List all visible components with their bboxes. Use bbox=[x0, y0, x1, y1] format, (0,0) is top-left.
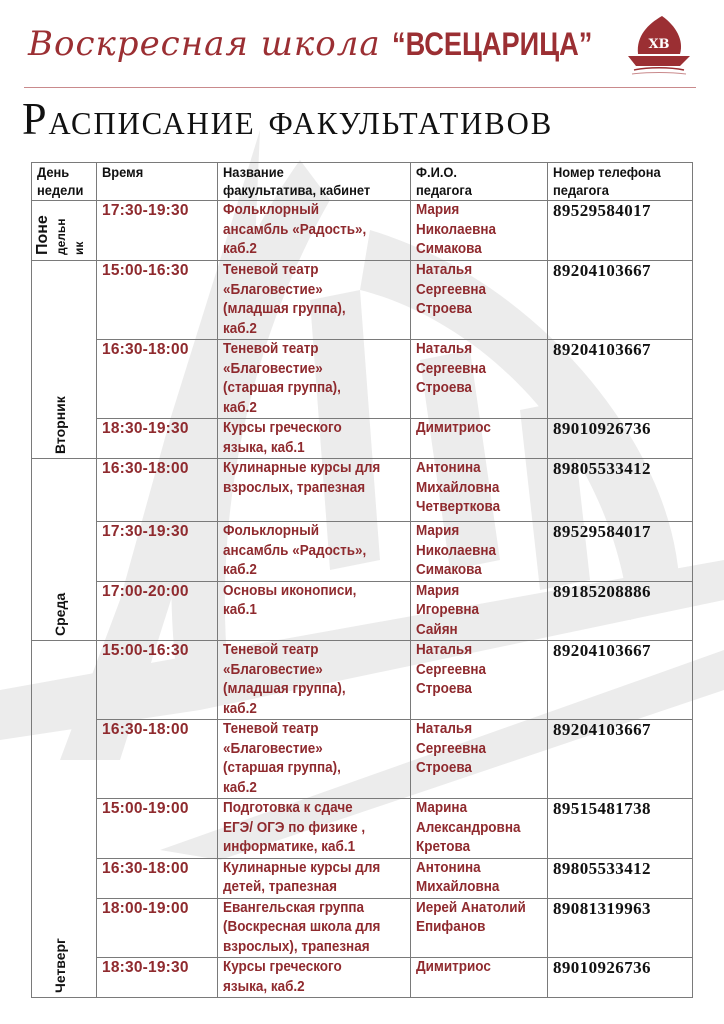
column-header-phone bbox=[548, 163, 693, 201]
course-cell-text: Теневой театр «Благовестие» (младшая группа), каб.2 bbox=[223, 642, 346, 717]
teacher-cell-text: Антонина Михайловна Четверткова bbox=[416, 460, 501, 515]
day-cell bbox=[32, 459, 97, 641]
teacher-cell-text: Антонина Михайловна bbox=[416, 859, 500, 895]
time-cell bbox=[97, 720, 218, 799]
phone-cell bbox=[548, 799, 693, 859]
course-cell-text: Основы иконописи, каб.1 bbox=[223, 582, 357, 618]
time-cell-text: 16:30-18:00 bbox=[102, 341, 189, 358]
phone-cell bbox=[548, 641, 693, 720]
teacher-cell bbox=[411, 720, 548, 799]
column-header-course-line2: факультатива, кабинет bbox=[223, 182, 371, 198]
course-cell bbox=[218, 641, 411, 720]
course-cell-text: Курсы греческого языка, каб.2 bbox=[223, 959, 342, 995]
teacher-cell bbox=[411, 522, 548, 582]
teacher-cell bbox=[411, 799, 548, 859]
time-cell bbox=[97, 581, 218, 641]
teacher-cell-text: Марина Александровна Кретова bbox=[416, 800, 521, 855]
course-cell bbox=[218, 799, 411, 859]
phone-cell bbox=[548, 958, 693, 998]
table-row bbox=[32, 459, 693, 522]
day-label-part: Поне bbox=[34, 215, 51, 255]
schedule-table bbox=[31, 162, 693, 998]
time-cell-text: 15:00-19:00 bbox=[102, 800, 189, 817]
teacher-cell-text: Мария Игоревна Сайян bbox=[416, 582, 480, 638]
column-header-phone-line2: педагога bbox=[553, 182, 609, 198]
time-cell bbox=[97, 201, 218, 261]
phone-cell-text: 89010926736 bbox=[553, 419, 651, 438]
time-cell bbox=[97, 419, 218, 459]
phone-cell-text: 89529584017 bbox=[553, 201, 651, 220]
teacher-cell-text: Димитриос bbox=[416, 959, 491, 975]
teacher-cell bbox=[411, 340, 548, 419]
table-row bbox=[32, 522, 693, 582]
phone-cell-text: 89805533412 bbox=[553, 858, 651, 878]
phone-cell-text: 89204103667 bbox=[553, 720, 651, 739]
phone-cell-text: 89081319963 bbox=[553, 898, 651, 918]
table-row bbox=[32, 641, 693, 720]
phone-cell-text: 89010926736 bbox=[553, 958, 651, 977]
course-cell-text: Теневой театр «Благовестие» (старшая группа), каб.2 bbox=[223, 341, 341, 416]
time-cell-text: 17:00-20:00 bbox=[102, 582, 189, 600]
table-row bbox=[32, 720, 693, 799]
phone-cell-text: 89185208886 bbox=[553, 581, 651, 601]
course-cell bbox=[218, 858, 411, 898]
table-row bbox=[32, 340, 693, 419]
phone-cell bbox=[548, 261, 693, 340]
column-header-time bbox=[97, 163, 218, 201]
column-header-teacher bbox=[411, 163, 548, 201]
table-row bbox=[32, 581, 693, 641]
teacher-cell bbox=[411, 419, 548, 459]
phone-cell bbox=[548, 340, 693, 419]
teacher-cell bbox=[411, 958, 548, 998]
phone-cell-text: 89204103667 bbox=[553, 340, 651, 359]
column-header-day bbox=[32, 163, 97, 201]
column-header-phone-line1: Номер телефона bbox=[553, 164, 661, 180]
table-row bbox=[32, 799, 693, 859]
course-cell-text: Кулинарные курсы для взрослых, трапезная bbox=[223, 460, 381, 496]
time-cell bbox=[97, 858, 218, 898]
table-row bbox=[32, 201, 693, 261]
column-header-day-line2: недели bbox=[37, 182, 84, 198]
course-cell bbox=[218, 419, 411, 459]
phone-cell bbox=[548, 459, 693, 522]
teacher-cell bbox=[411, 261, 548, 340]
teacher-cell bbox=[411, 459, 548, 522]
teacher-cell bbox=[411, 898, 548, 958]
time-cell bbox=[97, 799, 218, 859]
time-cell-text: 16:30-18:00 bbox=[102, 460, 189, 477]
day-label: Среда bbox=[52, 592, 68, 636]
course-cell-text: Подготовка к сдаче ЕГЭ/ ОГЭ по физике , информатике, каб.1 bbox=[223, 800, 366, 855]
table-row bbox=[32, 898, 693, 958]
course-cell-text: Теневой театр «Благовестие» (младшая группа), каб.2 bbox=[223, 262, 346, 337]
teacher-cell-text: Мария Николаевна Симакова bbox=[416, 523, 497, 578]
column-header-teacher-line1: Ф.И.О. bbox=[416, 164, 458, 180]
time-cell-text: 16:30-18:00 bbox=[102, 859, 189, 877]
day-label: Четверг bbox=[52, 938, 68, 993]
column-header-teacher-line2: педагога bbox=[416, 182, 472, 198]
course-cell-text: Евангельская группа (Воскресная школа для взрослых), трапезная bbox=[223, 899, 381, 955]
time-cell-text: 18:30-19:30 bbox=[102, 959, 189, 976]
time-cell bbox=[97, 340, 218, 419]
time-cell-text: 16:30-18:00 bbox=[102, 721, 189, 738]
course-cell bbox=[218, 201, 411, 261]
time-cell-text: 15:00-16:30 bbox=[102, 262, 189, 279]
phone-cell bbox=[548, 581, 693, 641]
table-row bbox=[32, 958, 693, 998]
teacher-cell-text: Иерей Анатолий Епифанов bbox=[416, 899, 526, 935]
course-cell bbox=[218, 459, 411, 522]
teacher-cell-text: Наталья Сергеевна Строева bbox=[416, 642, 487, 697]
day-cell bbox=[32, 201, 97, 261]
teacher-cell-text: Мария Николаевна Симакова bbox=[416, 202, 497, 257]
table-row bbox=[32, 261, 693, 340]
phone-cell bbox=[548, 858, 693, 898]
course-cell bbox=[218, 581, 411, 641]
teacher-cell bbox=[411, 641, 548, 720]
logo-text: ХВ bbox=[648, 37, 670, 52]
time-cell-text: 17:30-19:30 bbox=[102, 523, 189, 540]
phone-cell-text: 89515481738 bbox=[553, 799, 651, 818]
phone-cell bbox=[548, 522, 693, 582]
table-row bbox=[32, 858, 693, 898]
table-header-row bbox=[32, 163, 693, 201]
course-cell-text: Кулинарные курсы для детей, трапезная bbox=[223, 859, 381, 895]
phone-cell bbox=[548, 201, 693, 261]
teacher-cell-text: Димитриос bbox=[416, 420, 491, 436]
table-row bbox=[32, 419, 693, 459]
course-cell-text: Курсы греческого языка, каб.1 bbox=[223, 420, 342, 456]
time-cell bbox=[97, 898, 218, 958]
time-cell bbox=[97, 958, 218, 998]
course-cell bbox=[218, 898, 411, 958]
course-cell-text: Фольклорный ансамбль «Радость», каб.2 bbox=[223, 523, 367, 578]
time-cell bbox=[97, 459, 218, 522]
column-header-course-line1: Название bbox=[223, 164, 284, 180]
time-cell bbox=[97, 261, 218, 340]
phone-cell-text: 89529584017 bbox=[553, 522, 651, 541]
day-label-monday bbox=[32, 201, 96, 260]
teacher-cell-text: Наталья Сергеевна Строева bbox=[416, 341, 487, 396]
course-cell bbox=[218, 340, 411, 419]
time-cell-text: 17:30-19:30 bbox=[102, 202, 189, 219]
school-prefix: Воскресная школа bbox=[28, 24, 393, 64]
teacher-cell bbox=[411, 858, 548, 898]
day-label-part: дельн bbox=[54, 218, 68, 255]
time-cell-text: 15:00-16:30 bbox=[102, 642, 189, 659]
time-cell-text: 18:00-19:00 bbox=[102, 899, 189, 917]
course-cell bbox=[218, 261, 411, 340]
school-name: “ВСЕЦАРИЦА” bbox=[392, 26, 593, 62]
phone-cell-text: 89805533412 bbox=[553, 459, 651, 478]
day-label-part: ик bbox=[72, 241, 86, 255]
teacher-cell-text: Наталья Сергеевна Строева bbox=[416, 721, 487, 776]
column-header-course bbox=[218, 163, 411, 201]
teacher-cell bbox=[411, 201, 548, 261]
phone-cell bbox=[548, 898, 693, 958]
header-divider bbox=[24, 87, 696, 88]
day-cell bbox=[32, 261, 97, 459]
course-cell bbox=[218, 958, 411, 998]
time-cell-text: 18:30-19:30 bbox=[102, 420, 189, 437]
column-header-time-label: Время bbox=[102, 164, 144, 180]
time-cell bbox=[97, 641, 218, 720]
day-cell bbox=[32, 641, 97, 998]
course-cell bbox=[218, 522, 411, 582]
sailboat-logo-icon bbox=[618, 14, 698, 78]
teacher-cell-text: Наталья Сергеевна Строева bbox=[416, 262, 487, 317]
column-header-day-line1: День bbox=[37, 164, 70, 180]
phone-cell bbox=[548, 419, 693, 459]
day-label: Вторник bbox=[52, 396, 68, 454]
page-title: Расписание факультативов bbox=[22, 93, 554, 144]
course-cell-text: Теневой театр «Благовестие» (старшая группа), каб.2 bbox=[223, 721, 341, 796]
page-header bbox=[0, 0, 724, 160]
school-title bbox=[28, 24, 628, 64]
time-cell bbox=[97, 522, 218, 582]
course-cell bbox=[218, 720, 411, 799]
phone-cell-text: 89204103667 bbox=[553, 641, 651, 660]
teacher-cell bbox=[411, 581, 548, 641]
course-cell-text: Фольклорный ансамбль «Радость», каб.2 bbox=[223, 202, 367, 257]
phone-cell bbox=[548, 720, 693, 799]
phone-cell-text: 89204103667 bbox=[553, 261, 651, 280]
